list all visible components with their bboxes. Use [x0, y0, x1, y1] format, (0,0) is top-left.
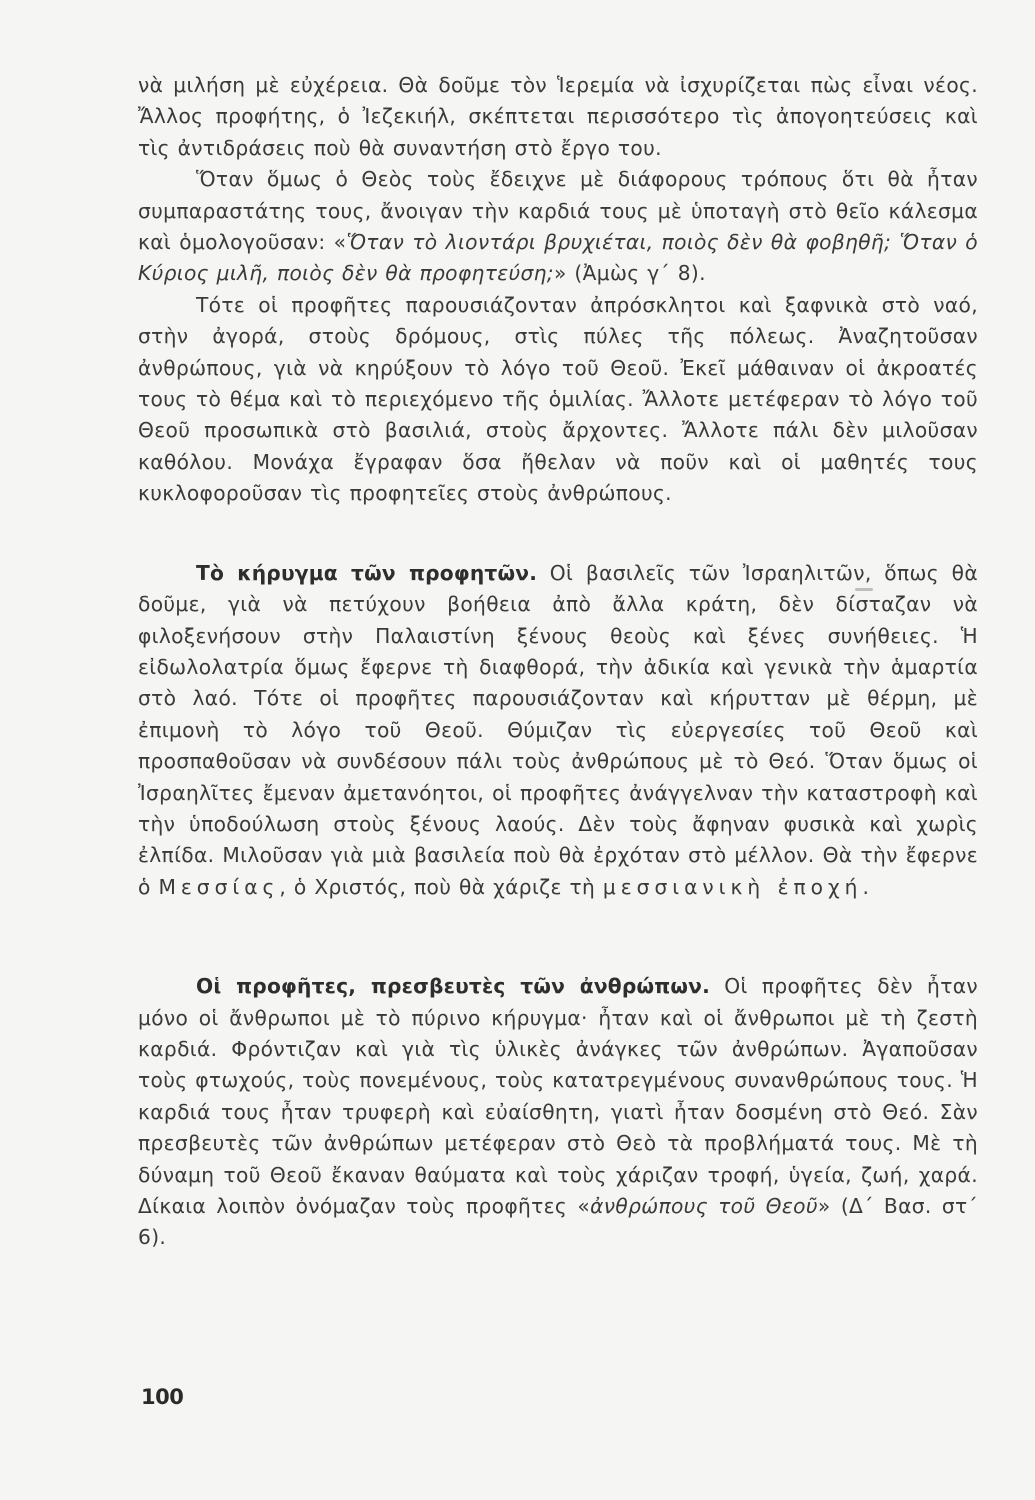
- section-heading: Οἱ προφῆτες, πρεσβευτὲς τῶν ἀνθρώπων.: [196, 974, 710, 999]
- section-prophets-ambassadors: Οἱ προφῆτες, πρεσβευτὲς τῶν ἀνθρώπων. Οἱ προφῆτες δὲν ἦταν μόνο οἱ ἄνθρωποι μὲ τὸ πύρινο κήρυγμα· ἦταν καὶ οἱ ἄνθρωποι μὲ τὴ ζεστὴ καρδιά. Φρόντιζαν καὶ γιὰ τὶς ὑλικὲς ἀνάγκες τῶν ἀνθρώπων. Ἀγαποῦσαν τοὺς φτωχούς, τοὺς πονεμένους, τοὺς κατατρεγμένους συνανθρώπους τους. Ἡ καρδιά τους ἦταν τρυφερὴ καὶ εὐαίσθητη, γιατὶ ἦταν δοσμένη στὸ Θεό. Σὰν πρεσβευτὲς τῶν ἀνθρώπων μετέφεραν στὸ Θεὸ τὰ προβλήματά τους. Μὲ τὴ δύναμη τοῦ Θεοῦ ἔκαναν θαύματα καὶ τοὺς χάριζαν τροφή, ὑγεία, ζωή, χαρά. Δίκαια λοιπὸν ὀνόμαζαν τοὺς προφῆτες «ἀνθρώπους τοῦ Θεοῦ» (Δ΄ Βασ. στ΄ 6).: [138, 974, 978, 1250]
- section-prophets-preaching: Τὸ κήρυγμα τῶν προφητῶν. Οἱ βασιλεῖς τῶν Ἰσραηλιτῶν, ὅπως θὰ δοῦμε, γιὰ νὰ πετύχουν βοήθεια ἀπὸ ἄλλα κράτη, δὲν δίσταζαν νὰ φιλοξενήσουν στὴν Παλαιστίνη ξένους θεοὺς καὶ ξένες συνήθειες. Ἡ εἰδωλολατρία ὅμως ἔφερνε τὴ διαφθορά, τὴν ἀδικία καὶ γενικὰ τὴν ἁμαρτία στὸ λαό. Τότε οἱ προφῆτες παρουσιάζονταν καὶ κήρυτταν μὲ θέρμη, μὲ ἐπιμονὴ τὸ λόγο τοῦ Θεοῦ. Θύμιζαν τὶς εὐεργεσίες τοῦ Θεοῦ καὶ προσπαθοῦσαν νὰ συνδέσουν πάλι τοὺς ἀνθρώπους μὲ τὸ Θεό. Ὅταν ὅμως οἱ Ἰσραηλῖτες ἔμεναν ἀμετανόητοι, οἱ προφῆτες ἀνάγγελναν τὴν καταστροφὴ καὶ τὴν ὑποδούλωση στοὺς ξένους λαούς. Δὲν τοὺς ἄφηναν φυσικὰ καὶ χωρὶς ἐλπίδα. Μιλοῦσαν γιὰ μιὰ βασιλεία ποὺ θὰ ἐρχόταν στὸ μέλλον. Θὰ τὴν ἔφερνε ὁ Μεσσίας, ὁ Χριστός, ποὺ θὰ χάριζε τὴ μεσσιανικὴ ἐποχή.: [138, 560, 979, 899]
- page-content: [138, 70, 978, 1254]
- paragraph: Ὅταν ὅμως ὁ Θεὸς τοὺς ἔδειχνε μὲ διάφορους τρόπους ὅτι θὰ ἦταν συμπαραστάτης τους, ἄνοιγαν τὴν καρδιά τους μὲ ὑποταγὴ στὸ θεῖο κάλεσμα καὶ ὁμολογοῦσαν: «Ὅταν τὸ λιοντάρι βρυχιέται, ποιὸς δὲν θὰ φοβηθῆ; Ὅταν ὁ Κύριος μιλῆ, ποιὸς δὲν θὰ προφητεύση;» (Ἀμὼς γ΄ 8).: [138, 167, 978, 286]
- scripture-quote: Ὅταν τὸ λιοντάρι βρυχιέται, ποιὸς δὲν θὰ φοβηθῆ; Ὅταν ὁ Κύριος μιλῆ, ποιὸς δὲν θὰ προφητεύση;: [138, 230, 978, 286]
- section-heading: Τὸ κήρυγμα τῶν προφητῶν.: [196, 560, 538, 585]
- spaced-emphasis: Μεσσίας: [158, 874, 280, 899]
- scripture-quote: ἀνθρώπους τοῦ Θεοῦ: [590, 1194, 818, 1218]
- paragraph: [138, 290, 978, 510]
- page-number: 100: [141, 1385, 184, 1409]
- print-smudge: [855, 588, 873, 591]
- paragraph-continued: [138, 70, 978, 164]
- body-text: [138, 70, 978, 1254]
- paragraph-text: νὰ μιλήση μὲ εὐχέρεια. Θὰ δοῦμε τὸν Ἱερεμία νὰ ἰσχυρίζεται πὼς εἶναι νέος. Ἄλλος προφήτης, ὁ Ἰεζεκιήλ, σκέπτεται περισσότερο τὶς ἀπογοητεύσεις καὶ τὶς ἀντιδράσεις ποὺ θὰ συναντήση στὸ ἔργο του.: [138, 73, 978, 160]
- paragraph-text: Τότε οἱ προφῆτες παρουσιάζονταν ἀπρόσκλητοι καὶ ξαφνικὰ στὸ ναό, στὴν ἀγορά, στοὺς δρόμους, στὶς πύλες τῆς πόλεως. Ἀναζητοῦσαν ἀνθρώπους, γιὰ νὰ κηρύξουν τὸ λόγο τοῦ Θεοῦ. Ἐκεῖ μάθαιναν οἱ ἀκροατές τους τὸ θέμα καὶ τὸ περιεχόμενο τῆς ὁμιλίας. Ἄλλοτε μετέφεραν τὸ λόγο τοῦ Θεοῦ προσωπικὰ στὸ βασιλιά, στοὺς ἄρχοντες. Ἄλλοτε πάλι δὲν μιλοῦσαν καθόλου. Μονάχα ἔγραφαν ὅσα ἤθελαν νὰ ποῦν καὶ οἱ μαθητές τους κυκλοφοροῦσαν τὶς προφητεῖες στοὺς ἀνθρώπους.: [138, 292, 978, 506]
- spaced-emphasis: μεσσιανικὴ ἐποχή: [602, 874, 863, 899]
